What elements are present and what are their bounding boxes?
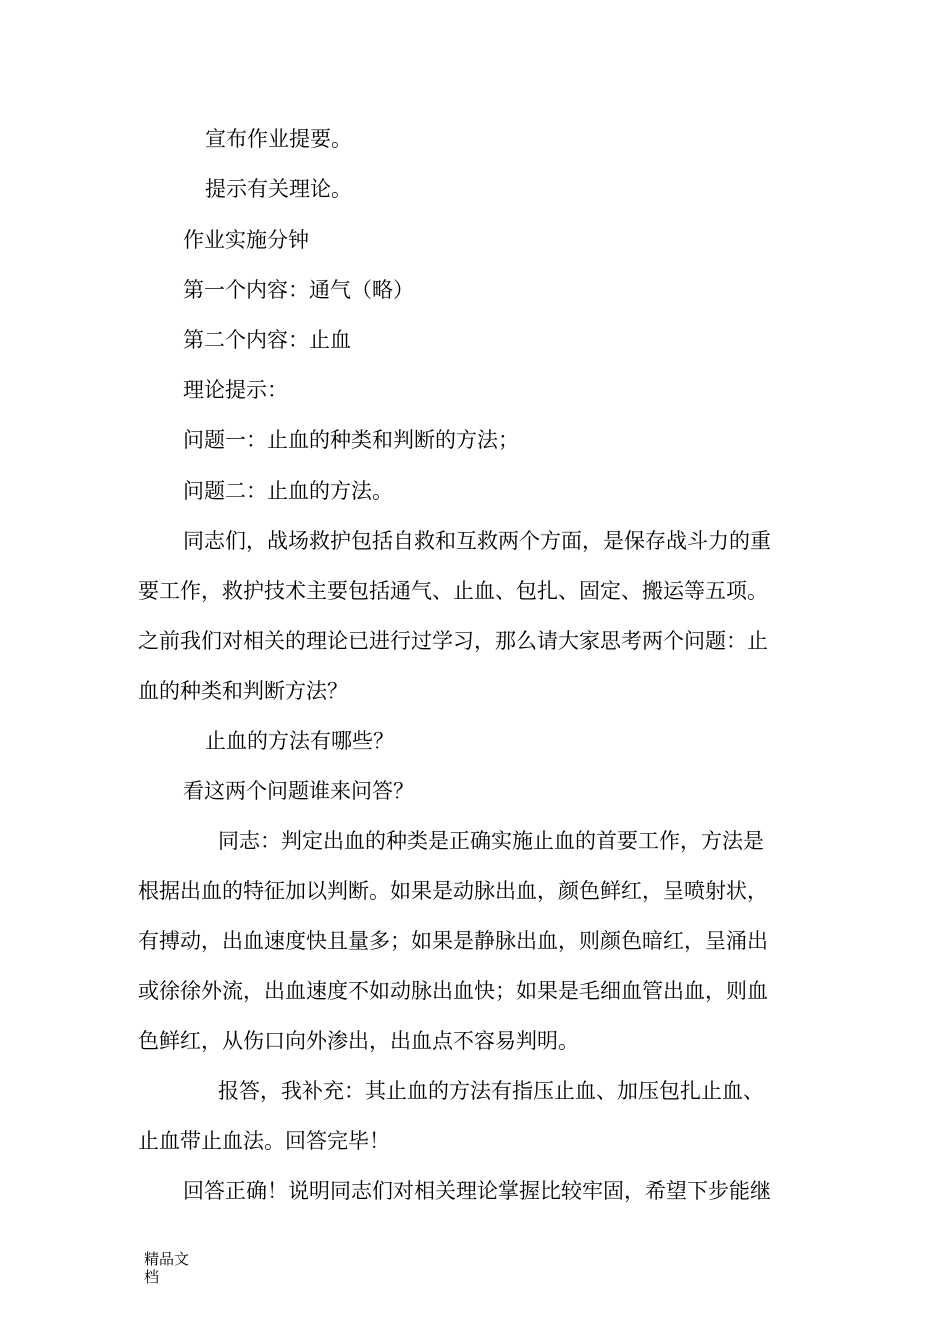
text-line-11: 之前我们对相关的理论已进行过学习，那么请大家思考两个问题：止 bbox=[138, 629, 768, 653]
footer-watermark-line2: 档 bbox=[144, 1268, 160, 1286]
text-line-3: 作业实施分钟 bbox=[183, 228, 309, 252]
text-line-22: 回答正确！说明同志们对相关理论掌握比较牢固，希望下步能继 bbox=[183, 1179, 771, 1203]
text-line-15: 同志：判定出血的种类是正确实施止血的首要工作，方法是 bbox=[218, 829, 764, 853]
text-line-4: 第一个内容：通气（略） bbox=[183, 278, 414, 302]
text-line-14: 看这两个问题谁来问答？ bbox=[183, 779, 414, 803]
text-line-16: 根据出血的特征加以判断。如果是动脉出血，颜色鲜红，呈喷射状， bbox=[138, 879, 768, 903]
text-line-19: 色鲜红，从伤口向外渗出，出血点不容易判明。 bbox=[138, 1029, 579, 1053]
text-line-13: 止血的方法有哪些？ bbox=[205, 729, 394, 753]
text-line-5: 第二个内容：止血 bbox=[183, 328, 351, 352]
text-line-1: 宣布作业提要。 bbox=[205, 127, 352, 151]
text-line-18: 或徐徐外流，出血速度不如动脉出血快；如果是毛细血管出血，则血 bbox=[138, 979, 768, 1003]
text-line-8: 问题二：止血的方法。 bbox=[183, 479, 393, 503]
text-line-9: 同志们，战场救护包括自救和互救两个方面，是保存战斗力的重 bbox=[183, 529, 771, 553]
text-line-2: 提示有关理论。 bbox=[205, 177, 352, 201]
text-line-6: 理论提示： bbox=[183, 378, 288, 402]
text-line-10: 要工作，救护技术主要包括通气、止血、包扎、固定、搬运等五项。 bbox=[138, 579, 768, 603]
footer-watermark-line1: 精品文 bbox=[144, 1250, 190, 1268]
text-line-17: 有搏动，出血速度快且量多；如果是静脉出血，则颜色暗红，呈涌出 bbox=[138, 929, 768, 953]
text-line-12: 血的种类和判断方法？ bbox=[138, 679, 348, 703]
text-line-7: 问题一：止血的种类和判断的方法； bbox=[183, 428, 519, 452]
text-line-21: 止血带止血法。回答完毕！ bbox=[138, 1129, 390, 1153]
text-line-20: 报答，我补充：其止血的方法有指压止血、加压包扎止血、 bbox=[218, 1079, 764, 1103]
